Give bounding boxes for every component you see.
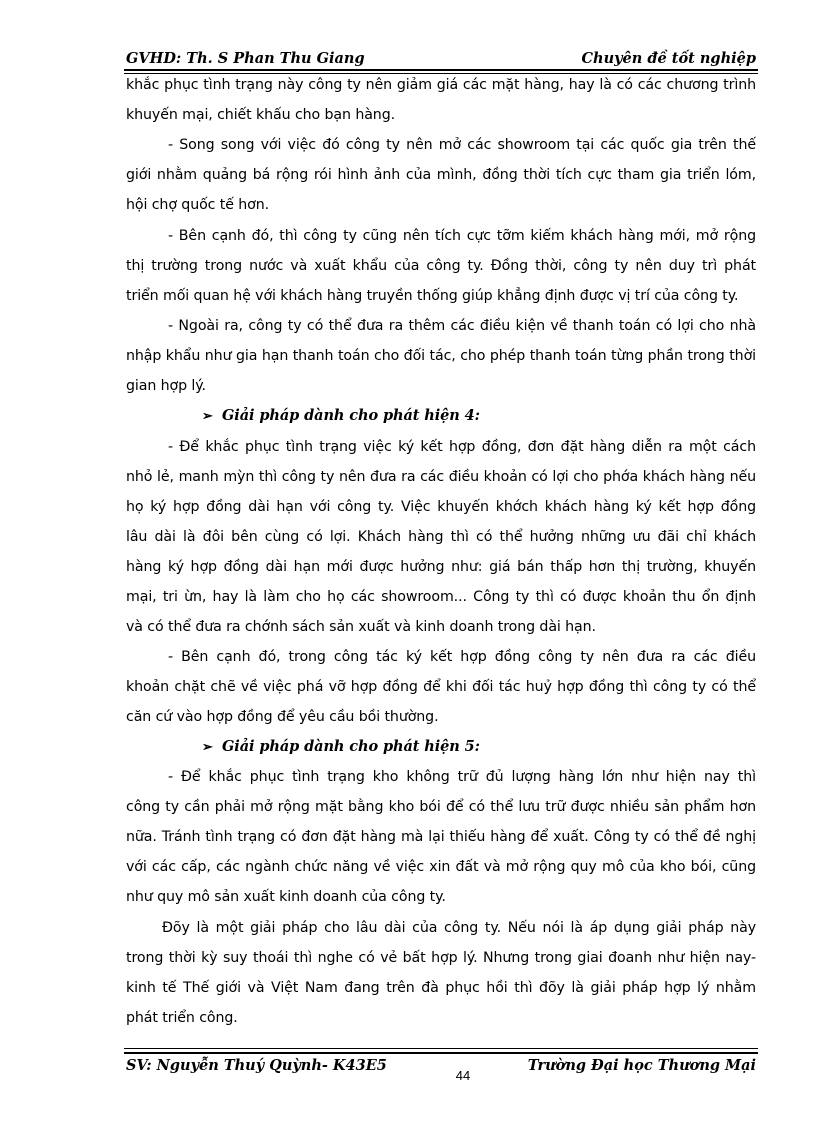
text-line: mại, tri ừn, hay là làm cho họ các showroom... Công ty thì có được khoản thu ổn định xyxy=(126,589,756,605)
text-line: khoản chặt chẽ về việc phá vỡ hợp đồng để khi đối tác huỷ hợp đồng thì công ty có thể xyxy=(126,679,756,695)
page-header xyxy=(126,48,756,70)
section-heading-text: Giải pháp dành cho phát hiện 5: xyxy=(222,738,480,755)
text-line: gian hợp lý. xyxy=(126,378,206,394)
footer-rule-thin xyxy=(124,1048,758,1049)
text-line: khắc phục tình trạng này công ty nên giảm giá các mặt hàng, hay là có các chương trình xyxy=(126,77,756,93)
arrow-bullet-icon: ➢ xyxy=(202,740,213,755)
text-line: khuyến mại, chiết khấu cho bạn hàng. xyxy=(126,107,396,123)
text-line: - Để khắc phục tình trạng kho không trữ đủ lượng hàng lớn như hiện nay thì xyxy=(168,769,756,785)
text-line: - Ngoài ra, công ty có thể đưa ra thêm các điều kiện về thanh toán có lợi cho nhà xyxy=(168,318,756,334)
text-line: phát triển công. xyxy=(126,1010,238,1026)
text-line: nhập khẩu như gia hạn thanh toán cho đối tác, cho phép thanh toán từng phần trong thời xyxy=(126,348,756,364)
text-line: - Để khắc phục tình trạng việc ký kết hợp đồng, đơn đặt hàng diễn ra một cách xyxy=(168,439,756,455)
text-line: - Bên cạnh đó, thì công ty cũng nên tích cực tỡm kiếm khách hàng mới, mở rộng xyxy=(168,228,756,244)
section-heading-5 xyxy=(202,735,756,759)
header-title: Chuyên đề tốt nghiệp xyxy=(581,50,756,67)
text-line: giới nhằm quảng bá rộng rói hình ảnh của mình, đồng thời tích cực tham gia triển lóm, xyxy=(126,167,756,183)
text-line: họ ký hợp đồng dài hạn với công ty. Việc khuyến khớch khách hàng ký kết hợp đồng xyxy=(126,499,756,515)
arrow-bullet-icon: ➢ xyxy=(202,409,213,424)
text-line: với các cấp, các ngành chức năng về việc xin đất và mở rộng quy mô của kho bói, cũng xyxy=(126,859,756,875)
text-line: và có thể đưa ra chớnh sách sản xuất và kinh doanh trong dài hạn. xyxy=(126,619,596,635)
text-line: như quy mô sản xuất kinh doanh của công ty. xyxy=(126,889,446,905)
text-line: - Song song với việc đó công ty nên mở các showroom tại các quốc gia trên thế xyxy=(168,137,756,153)
footer-student: SV: Nguyễn Thuý Quỳnh- K43E5 xyxy=(126,1057,387,1074)
section-heading-4 xyxy=(202,404,756,428)
header-advisor: GVHD: Th. S Phan Thu Giang xyxy=(126,50,365,67)
text-line: căn cứ vào hợp đồng để yêu cầu bồi thường. xyxy=(126,709,439,725)
page-number: 44 xyxy=(455,1068,471,1083)
text-line: thị trường trong nước và xuất khẩu của công ty. Đồng thời, công ty nên duy trì phát xyxy=(126,258,756,274)
section-heading-text: Giải pháp dành cho phát hiện 4: xyxy=(222,407,480,424)
header-rule-thick xyxy=(124,69,758,71)
footer-school: Trường Đại học Thương Mại xyxy=(527,1057,756,1074)
text-line: kinh tế Thế giới và Việt Nam đang trên đà phục hồi thì đõy là giải pháp hợp lý nhằm xyxy=(126,980,756,996)
text-line: - Bên cạnh đó, trong công tác ký kết hợp đồng công ty nên đưa ra các điều xyxy=(168,649,756,665)
text-line: lâu dài là đôi bên cùng có lợi. Khách hàng thì có thể hưởng những ưu đãi chỉ khách xyxy=(126,529,756,545)
text-line: triển mối quan hệ với khách hàng truyền thống giúp khẳng định được vị trí của công ty. xyxy=(126,288,739,304)
page-footer xyxy=(126,1054,756,1078)
text-line: hàng ký hợp đồng dài hạn mới được hưởng như: giá bán thấp hơn thị trường, khuyến xyxy=(126,559,756,575)
text-line: công ty cần phải mở rộng mặt bằng kho bói để có thể lưu trữ được nhiều sản phẩm hơn xyxy=(126,799,756,815)
text-line: trong thời kỳ suy thoái thì nghe có vẻ bất hợp lý. Nhưng trong giai đoanh như hiện nay- xyxy=(126,950,756,966)
text-line: nhỏ lẻ, manh mỳn thì công ty nên đưa ra các điều khoản có lợi cho phớa khách hàng nếu xyxy=(126,469,756,485)
text-line: nữa. Tránh tình trạng có đơn đặt hàng mà lại thiếu hàng để xuất. Công ty có thể đề nghị xyxy=(126,829,756,845)
text-line: Đõy là một giải pháp cho lâu dài của công ty. Nếu nói là áp dụng giải pháp này xyxy=(162,920,756,936)
text-line: hội chợ quốc tế hơn. xyxy=(126,197,270,213)
